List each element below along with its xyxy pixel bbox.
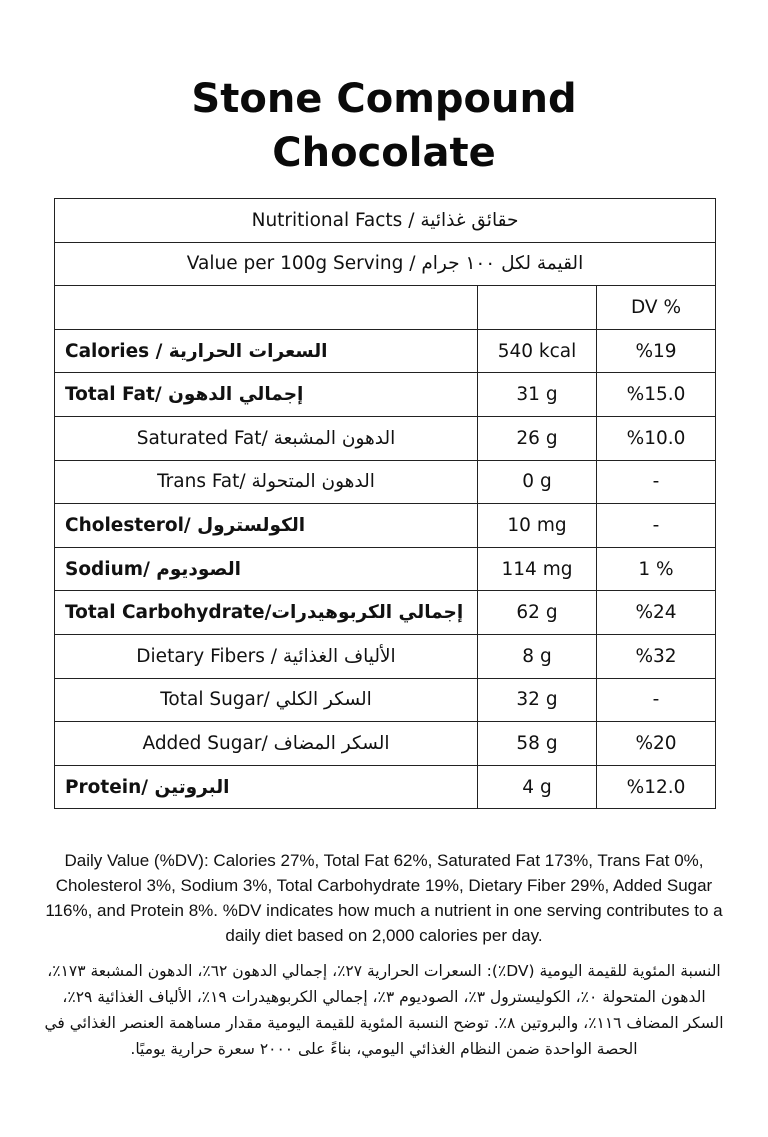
empty-header-cell [478, 286, 597, 330]
empty-header-cell [55, 286, 478, 330]
table-row [55, 460, 716, 504]
nutrient-name-en: Added Sugar/ [142, 732, 274, 754]
nutrient-amount: 540 kcal [478, 329, 597, 373]
table-row [55, 634, 716, 678]
nutrient-daily-value: - [597, 460, 716, 504]
nutrient-amount: 10 mg [478, 504, 597, 548]
nutrition-facts-body [55, 199, 716, 809]
nutrient-amount: 62 g [478, 591, 597, 635]
nutrient-name [55, 416, 478, 460]
table-row [55, 591, 716, 635]
nutrient-name [55, 547, 478, 591]
nutrient-name-en: Total Carbohydrate/ [65, 602, 272, 624]
nutrient-daily-value: %19 [597, 329, 716, 373]
table-row [55, 416, 716, 460]
nutrient-name-ar: الكولسترول [197, 514, 306, 536]
table-row [55, 504, 716, 548]
nutrient-name-ar: إجمالي الكربوهيدرات [271, 602, 464, 624]
nutrient-amount: 0 g [478, 460, 597, 504]
table-row [55, 373, 716, 417]
nutrition-facts-table [54, 198, 716, 809]
nutrient-daily-value: - [597, 504, 716, 548]
nutrient-name-en: Saturated Fat/ [136, 427, 274, 449]
nutrient-name-ar: الصوديوم [156, 558, 241, 580]
nutrient-name-ar: إجمالي الدهون [168, 384, 304, 406]
nutrient-amount: 26 g [478, 416, 597, 460]
daily-value-note-en: Daily Value (%DV): Calories 27%, Total Fat 62%, Saturated Fat 173%, Trans Fat 0%, Cholesterol 3%, Sodium 3%, Total Carbohydrate 19%, Dietary Fiber 29%, Added Sugar 116%, and Protein 8%. %DV indicates how much a nutrient in one serving contributes to a daily diet based on 2,000 calories per day. [45, 851, 723, 945]
nutrient-daily-value: - [597, 678, 716, 722]
nutrient-name [55, 460, 478, 504]
nutrient-name [55, 765, 478, 809]
nutrient-name-en: Calories / [65, 340, 169, 362]
nutrient-name [55, 329, 478, 373]
nutrient-daily-value: %32 [597, 634, 716, 678]
nutrient-name-ar: السعرات الحرارية [168, 340, 328, 362]
nutrient-name [55, 634, 478, 678]
nutrient-name-en: Total Fat/ [65, 384, 169, 406]
table-row [55, 547, 716, 591]
nutrient-name-ar: البروتين [154, 776, 230, 798]
nutrient-daily-value: %10.0 [597, 416, 716, 460]
table-header-row [55, 199, 716, 243]
nutrient-amount: 32 g [478, 678, 597, 722]
nutrient-amount: 4 g [478, 765, 597, 809]
nutrient-name [55, 678, 478, 722]
serving-size: Value per 100g Serving / القيمة لكل ١٠٠ جرام [55, 242, 716, 286]
nutrient-amount: 8 g [478, 634, 597, 678]
table-header: Nutritional Facts / حقائق غذائية [55, 199, 716, 243]
serving-row [55, 242, 716, 286]
nutrient-name [55, 373, 478, 417]
nutrient-name-en: Trans Fat/ [157, 471, 252, 493]
nutrient-amount: 31 g [478, 373, 597, 417]
nutrient-name-en: Sodium/ [65, 558, 157, 580]
nutrient-name-ar: الدهون المشبعة [273, 427, 396, 449]
nutrient-name-en: Cholesterol/ [65, 514, 198, 536]
product-title [0, 72, 768, 180]
title-line-2: Chocolate [272, 130, 496, 176]
nutrient-name [55, 591, 478, 635]
daily-value-note-ar: النسبة المئوية للقيمة اليومية (DV٪): السعرات الحرارية ٢٧٪، إجمالي الدهون ٦٢٪، الدهون المشبعة ١٧٣٪، الدهون المتحولة ٠٪، الكوليسترول ٣٪، الصوديوم ٣٪، إجمالي الكربوهيدرات ١٩٪، الألياف الغذائية ٢٩٪، السكر المضاف ١١٦٪، والبروتين ٨٪. توضح النسبة المئوية للقيمة اليومية مقدار مساهمة العنصر الغذائي في الحصة الواحدة ضمن النظام الغذائي اليومي، بناءً على ٢٠٠٠ سعرة حرارية يوميًا. [44, 962, 724, 1058]
dv-header-row [55, 286, 716, 330]
table-row [55, 722, 716, 766]
nutrient-amount: 58 g [478, 722, 597, 766]
nutrient-name-ar: الألياف الغذائية [282, 645, 396, 667]
nutrient-name [55, 504, 478, 548]
nutrient-daily-value: %20 [597, 722, 716, 766]
dv-header: DV % [597, 286, 716, 330]
title-line-1: Stone Compound [191, 76, 577, 122]
table-row [55, 329, 716, 373]
nutrient-name-en: Dietary Fibers / [136, 645, 283, 667]
nutrient-name-ar: السكر المضاف [273, 732, 390, 754]
nutrient-name-ar: السكر الكلي [275, 689, 372, 711]
nutrient-name [55, 722, 478, 766]
nutrient-name-en: Protein/ [65, 776, 155, 798]
nutrient-name-en: Total Sugar/ [160, 689, 276, 711]
nutrient-amount: 114 mg [478, 547, 597, 591]
nutrient-daily-value: %15.0 [597, 373, 716, 417]
table-row [55, 765, 716, 809]
nutrient-daily-value: %12.0 [597, 765, 716, 809]
nutrient-daily-value: 1 % [597, 547, 716, 591]
nutrient-daily-value: %24 [597, 591, 716, 635]
nutrient-name-ar: الدهون المتحولة [251, 471, 375, 493]
table-row [55, 678, 716, 722]
